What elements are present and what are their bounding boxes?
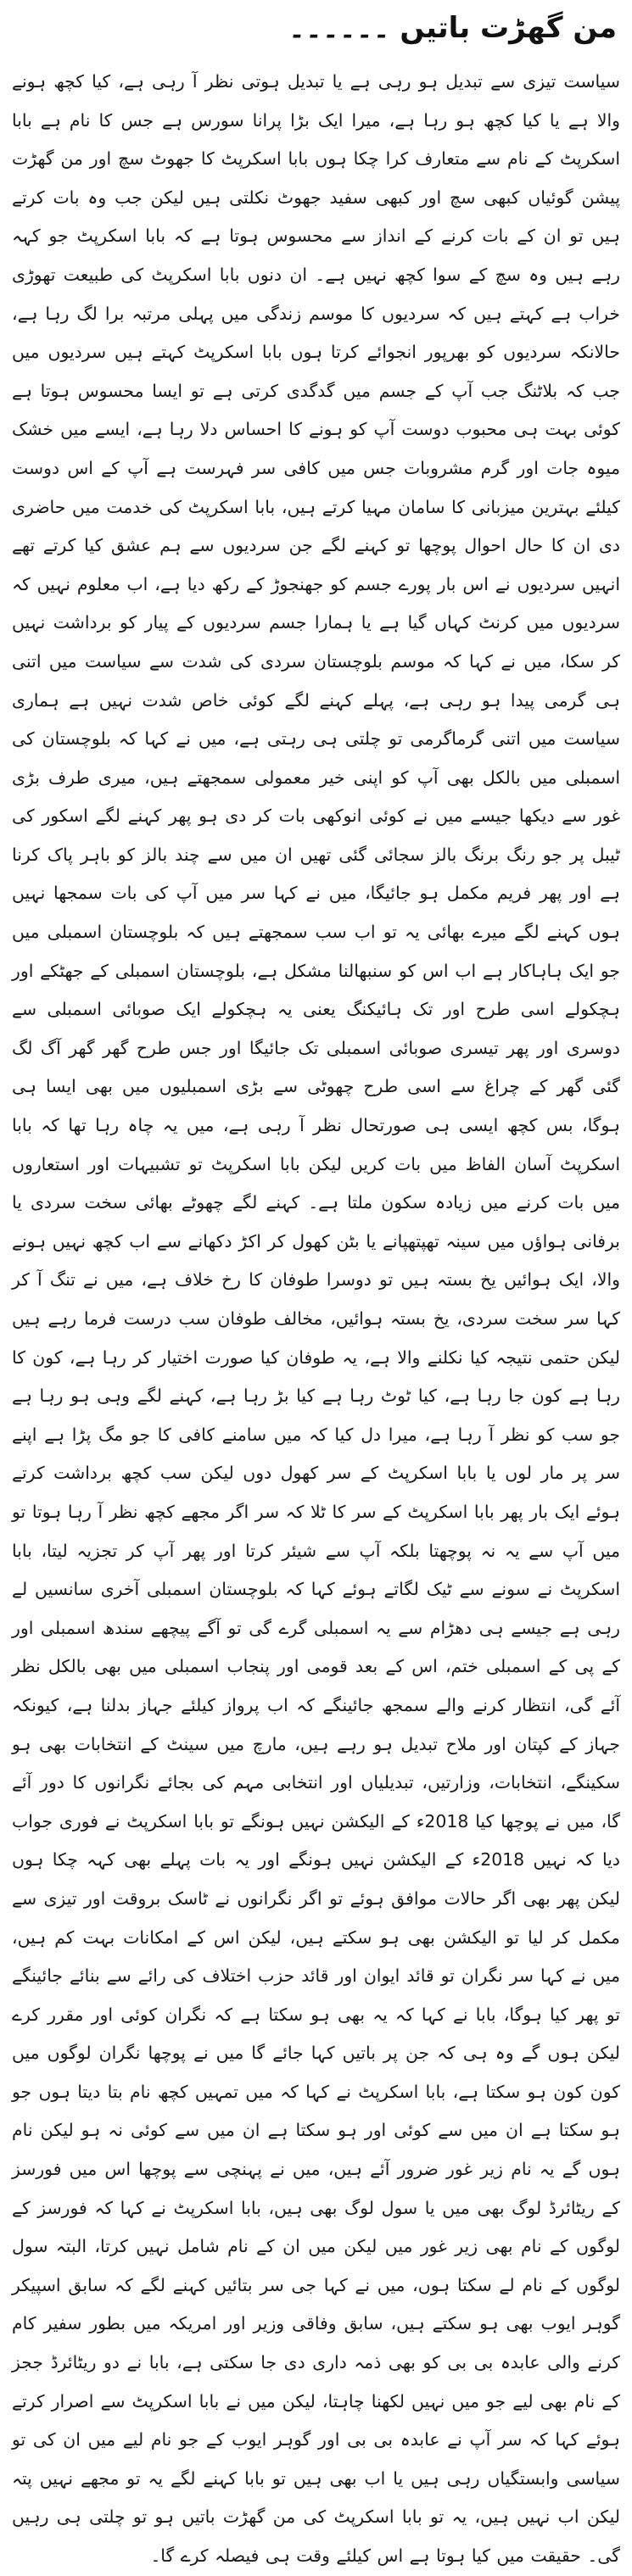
article-body: سیاست تیزی سے تبدیل ہو رہی ہے یا تبدیل ہوتی نظر آ رہی ہے، کیا کچھ ہونے والا ہے یا کیا کچھ ہو رہا ہے، میرا ایک بڑا پرانا سورس ہے جس کا نام ہے بابا اسکرپٹ کے نام سے متعارف کرا چکا ہوں بابا اسکرپٹ کا جھوٹ سچ اور من گھڑت پیشن گوئیاں کبھی سچ اور کبھی سفید جھوٹ نکلتی ہیں لیکن جب وہ بات کرتے ہیں تو ان کے بات کرنے کے انداز سے محسوس ہوتا ہے کہ بابا اسکرپٹ جو کہہ رہے ہیں وہ سچ کے سوا کچھ نہیں ہے۔ ان دنوں بابا اسکرپٹ کی طبیعت تھوڑی خراب ہے کہتے ہیں کہ سردیوں کا موسم زندگی میں پہلی مرتبہ برا لگ رہا ہے، حالانکہ سردیوں کو بھرپور انجوائے کرتا ہوں بابا اسکرپٹ کہتے ہیں سردیوں میں جب کہ بلاٹنگ جب آپ کے جسم میں گدگدی کرتی ہے تو ایسا محسوس ہوتا ہے کوئی بہت ہی محبوب دوست آپ کو ہونے کا احساس دلا رہا ہے، ایسے میں خشک میوہ جات اور گرم مشروبات جس میں کافی سر فہرست ہے آپ کے اس دوست کیلئے بہترین میزبانی کا سامان مہیا کرتے ہیں، بابا اسکرپٹ کی خدمت میں حاضری دی ان کا حال احوال پوچھا تو کہنے لگے جن سردیوں سے ہم عشق کیا کرتے تھے انہیں سردیوں نے اس بار پورے جسم کو جھنجوڑ کے رکھ دیا ہے، اب معلوم نہیں کہ سردیوں میں کرنٹ کہاں گیا ہے یا ہمارا جسم سردیوں کے پیار کو برداشت نہیں کر سکا، میں نے کہا کہ موسم بلوچستان سردی کی شدت سے سیاست میں اتنی ہی گرمی پیدا ہو رہی ہے، پہلے کہنے لگے کوئی خاص شدت نہیں ہے ہماری سیاست میں اتنی گرماگرمی تو چلتی ہی رہتی ہے، میں نے کہا کہ بلوچستان کی اسمبلی میں بالکل بھی آپ کو اپنی خیر معمولی سمجھتے ہیں، میری طرف بڑی غور سے دیکھا جیسے میں نے کوئی انوکھی بات کر دی ہو پھر کہنے لگے اسکور کی ٹیبل پر جو رنگ برنگ بالز سجائی گئی تھیں ان میں سے چند بالز کو باہر پاک کرنا ہے اور پھر فریم مکمل ہو جائیگا، میں نے کہا سر میں آپ کی بات سمجھا نہیں ہوں کہنے لگے میرے بھائی یہ تو اب سب سمجھتے ہیں کہ بلوچستان اسمبلی میں جو ایک ہاہاکار ہے اب اس کو سنبھالنا مشکل ہے، بلوچستان اسمبلی کے جھٹکے اور ہچکولے اسی طرح اور تک ہائیکنگ یعنی یہ ہچکولے ایک صوبائی اسمبلی سے دوسری اور پھر تیسری صوبائی اسمبلی تک جائیگا اور جس طرح گھر گھر آگ لگ گئی گھر کے چراغ سے اسی طرح چھوٹی سے بڑی اسمبلیوں میں بھی ایسا ہی ہوگا، بس کچھ ایسی ہی صورتحال نظر آ رہی ہے، میں یہ چاہ رہا تھا کہ بابا اسکرپٹ آسان الفاظ میں بات کریں لیکن بابا اسکرپٹ تو تشبیہات اور استعاروں میں بات کرنے میں زیادہ سکون ملتا ہے۔ کہنے لگے چھوٹے بھائی سخت سردی یا برفانی ہواؤں میں سینہ تھپتھپانے یا بٹن کھول کر اکڑ دکھانے سے اب کچھ نہیں ہونے والا، ایک ہوائیں یخ بستہ ہیں تو دوسرا طوفان کا رخ خلاف ہے، میں نے تنگ آ کر کہا سر سخت سردی، یخ بستہ ہوائیں، مخالف طوفان سب درست فرما رہے ہیں لیکن حتمی نتیجہ کیا نکلنے والا ہے، یہ طوفان کیا صورت اختیار کر رہا ہے، کون کا رہا ہے کون جا رہا ہے، کیا ٹوٹ رہا ہے کیا بڑ رہا ہے، کہنے لگے وہی ہو رہا ہے جو سب کو نظر آ رہا ہے، میرا دل کیا کہ میں سامنے کافی کا جو مگ پڑا ہے اپنے سر پر مار لوں یا بابا اسکرپٹ کے سر کھول دوں لیکن سب کچھ برداشت کرتے ہوئے ایک بار پھر بابا اسکرپٹ کے سر کا ٹلا کہ سر اگر مجھے کچھ نظر آ رہا ہوتا تو میں آپ سے یہ نہ پوچھتا بلکہ آپ سے شیئر کرتا اور پھر آپ کر تجزیہ لیتا، بابا اسکرپٹ نے سونے سے ٹیک لگاتے ہوئے کہا کہ بلوچستان اسمبلی آخری سانسیں لے رہی ہے جیسے ہی دھڑام سے یہ اسمبلی گرے گی تو آگے پیچھے سندھ اسمبلی اور کے پی کے اسمبلی ختم، اس کے بعد قومی اور پنجاب اسمبلی میں بھی بالکل نظر آئے گی، انتظار کرنے والے سمجھ جائینگے کہ اب پرواز کیلئے جہاز بدلنا ہے، کیونکہ جہاز کے کپتان اور ملاح تبدیل ہو رہے ہیں، مارچ میں سینٹ کے انتخابات بھی ہو سکینگے، انتخابات، وزارتیں، تبدیلیاں اور انتخابی مہم کی بجائے نگرانوں کا دور آئے گا، میں نے پوچھا کیا 2018ء کے الیکشن نہیں ہونگے تو بابا اسکرپٹ نے فوری جواب دیا کہ نہیں 2018ء کے الیکشن نہیں ہونگے اور یہ بات پہلے بھی کہہ چکا ہوں لیکن پھر بھی اگر حالات موافق ہوئے تو اگر نگرانوں نے ٹاسک بروقت اور تیزی سے مکمل کر لیا تو الیکشن بھی ہو سکتے ہیں، لیکن اس کے امکانات بہت کم ہیں، میں نے کہا سر نگران تو قائد ایوان اور قائد حزب اختلاف کی رائے سے بنائے جائینگے تو پھر کیا ہوگا، بابا نے کہا کہ یہ بھی ہو سکتا ہے کہ نگران کوئی اور مقرر کرے لیکن ہوں گے وہ ہی کہ جن پر باتیں کہا جائے گا میں نے پوچھا نگران لوگوں میں کون کون ہو سکتا ہے، بابا اسکرپٹ نے کہا کہ میں تمہیں کچھ نام بتا دیتا ہوں جو ہو سکتا ہے ان میں سے کوئی اور ہو سکتا ہے ان میں سے کوئی نہ ہو لیکن نام ہوں گے یہ نام زیر غور ضرور آئے ہیں، میں نے پہنچی سے پوچھا اس میں فورسز کے ریٹائرڈ لوگ بھی میں یا سول لوگ بھی ہیں، بابا اسکرپٹ نے کہا کہ فورسز کے لوگوں کے نام بھی زیر غور میں لیکن میں ان کے نام شامل نہیں کرتا، البتہ سول لوگوں کے نام لے سکتا ہوں، میں نے کہا جی سر بتائیں کہنے لگے کہ سابق اسپیکر گوہر ایوب بھی ہو سکتے ہیں، سابق وفاقی وزیر اور امریکہ میں بطور سفیر کام کرنے والی عابدہ بی بی کو بھی ذمہ داری دی جا سکتی ہے، بابا نے دو ریٹائرڈ ججز کے نام بھی لیے جو میں نہیں لکھنا چاہتا، لیکن میں نے بابا اسکرپٹ سے اصرار کرتے ہوئے کہا کہ سر آپ نے عابدہ بی بی اور گوہر ایوب کے جو نام لیے میں ان کی تو سیاسی وابستگیاں رہی ہیں یا اب بھی ہیں تو بابا کہنے لگے یہ تو مجھے نہیں پتہ لیکن اب نہیں ہیں، یہ تو بابا اسکرپٹ کی من گھڑت باتیں ہو تو چلتی ہی رہیں گی۔ حقیقت میں کیا ہوتا ہے اس کیلئے وقت ہی فیصلہ کرے گا۔ [12,71,620,2566]
article-headline: من گھڑت باتیں ۔۔۔۔۔۔ [288,11,617,45]
